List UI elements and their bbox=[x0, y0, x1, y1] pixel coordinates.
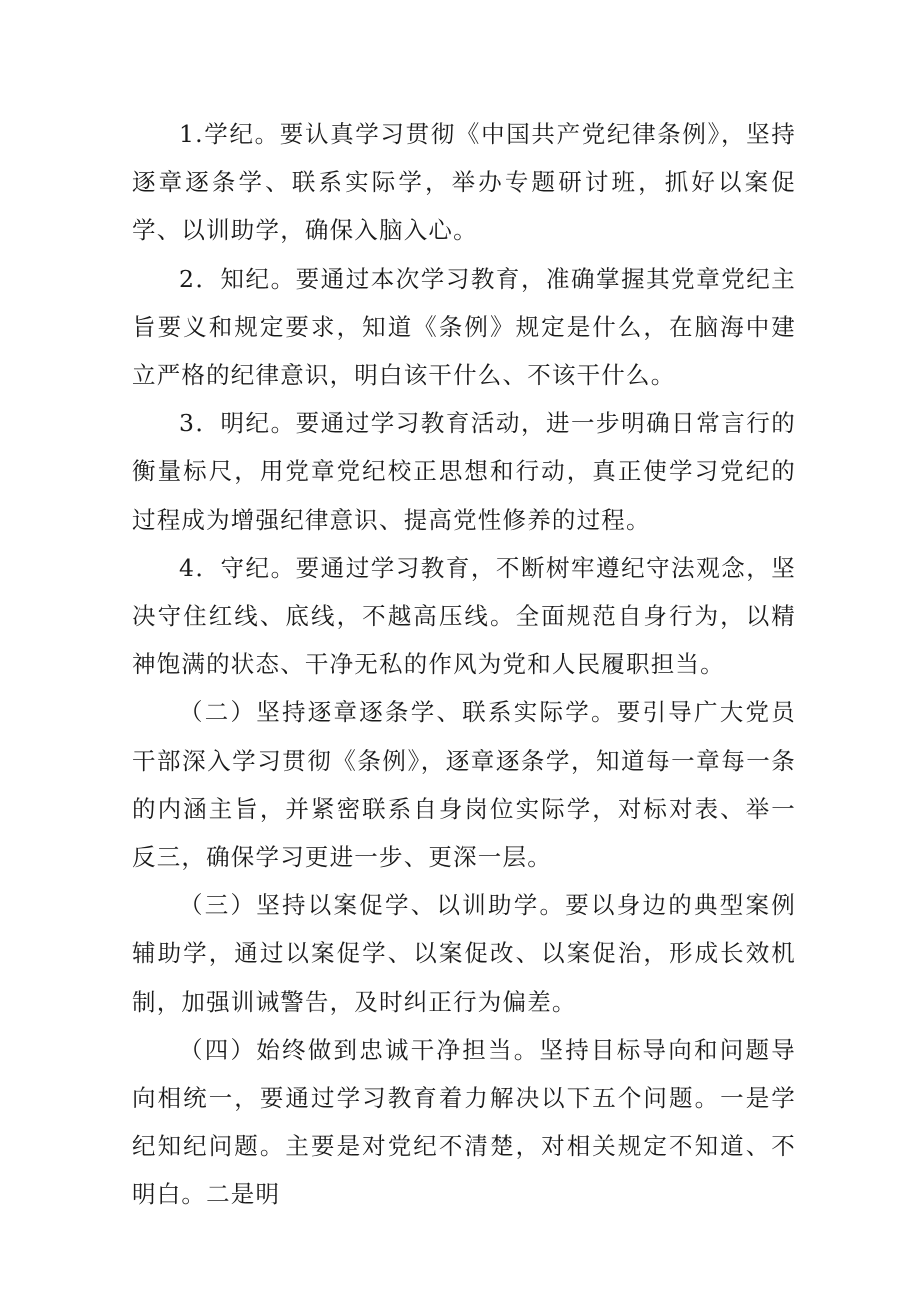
paragraph-item-2: 2．知纪。要通过本次学习教育，准确掌握其党章党纪主旨要义和规定要求，知道《条例》规定是什么，在脑海中建立严格的纪律意识，明白该干什么、不该干什么。 bbox=[132, 264, 796, 390]
paragraph-section-4: （四）始终做到忠诚干净担当。坚持目标导向和问题导向相统一，要通过学习教育着力解决以下五个问题。一是学纪知纪问题。主要是对党纪不清楚，对相关规定不知道、不明白。二是明 bbox=[132, 1035, 796, 1209]
paragraph-section-3: （三）坚持以案促学、以训助学。要以身边的典型案例辅助学，通过以案促学、以案促改、以案促治，形成长效机制，加强训诫警告，及时纠正行为偏差。 bbox=[132, 891, 796, 1016]
paragraph-item-4: 4．守纪。要通过学习教育，不断树牢遵纪守法观念，坚决守住红线、底线，不越高压线。全面规范自身行为，以精神饱满的状态、干净无私的作风为党和人民履职担当。 bbox=[132, 553, 796, 679]
document-body bbox=[132, 110, 796, 1219]
paragraph-item-1: 1.学纪。要认真学习贯彻《中国共产党纪律条例》，坚持逐章逐条学、联系实际学，举办专题研讨班，抓好以案促学、以训助学，确保入脑入心。 bbox=[132, 120, 796, 245]
paragraph-section-2: （二）坚持逐章逐条学、联系实际学。要引导广大党员干部深入学习贯彻《条例》，逐章逐条学，知道每一章每一条的内涵主旨，并紧密联系自身岗位实际学，对标对表、举一反三，确保学习更进一步、更深一层。 bbox=[132, 698, 796, 872]
paragraph-item-3: 3．明纪。要通过学习教育活动，进一步明确日常言行的衡量标尺，用党章党纪校正思想和行动，真正使学习党纪的过程成为增强纪律意识、提高党性修养的过程。 bbox=[132, 409, 796, 534]
